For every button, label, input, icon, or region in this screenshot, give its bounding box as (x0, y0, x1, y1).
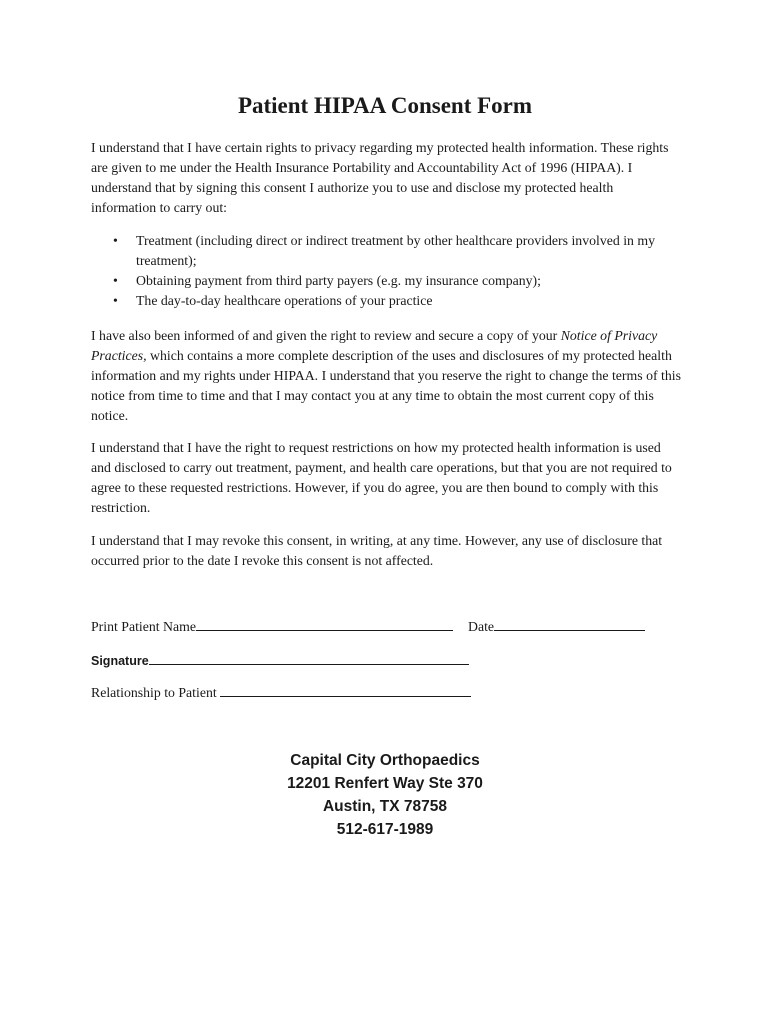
bullet-icon: • (113, 233, 118, 248)
notice-text-before: I have also been informed of and given the right to review and secure a copy of your (91, 328, 561, 343)
date-input-line[interactable] (494, 617, 645, 631)
print-name-label: Print Patient Name (91, 619, 196, 634)
practice-address-block (0, 749, 770, 841)
signature-label: Signature (91, 654, 149, 668)
bullet-icon: • (113, 293, 118, 308)
restrictions-paragraph: I understand that I have the right to request restrictions on how my protected health information is used and disclosed to carry out treatment, payment, and health care operations, but that you are not required to agree to these requested restrictions. However, if you do agree, you are then bound to comply with this restriction. (91, 440, 672, 515)
notice-title-italic: Notice of Privacy Practices, (91, 328, 658, 363)
list-item (91, 231, 681, 271)
form-title: Patient HIPAA Consent Form (237, 93, 533, 118)
date-field (468, 617, 645, 636)
bullet-text-operations: The day-to-day healthcare operations of your practice (136, 293, 433, 308)
bullet-text-treatment: Treatment (including direct or indirect treatment by other healthcare providers involved in my treatment); (136, 233, 656, 268)
notice-paragraph (91, 326, 681, 426)
date-label: Date (468, 619, 495, 634)
relationship-field (91, 683, 471, 702)
consent-purpose-list (91, 231, 681, 311)
signature-input-line[interactable] (149, 651, 469, 665)
practice-city: Austin, TX 78758 (322, 798, 448, 815)
revoke-paragraph: I understand that I may revoke this consent, in writing, at any time. However, any use of disclosure that occurred prior to the date I revoke this consent is not affected. (91, 533, 663, 568)
list-item (91, 271, 681, 291)
list-item (91, 291, 681, 311)
relationship-label: Relationship to Patient (91, 685, 221, 700)
signature-field (91, 651, 469, 670)
practice-street: 12201 Renfert Way Ste 370 (287, 775, 483, 792)
bullet-icon: • (113, 273, 118, 288)
notice-text-after: which contains a more complete description of the uses and disclosures of my protected health information and my rights under HIPAA. I understand that you reserve the right to change the terms of this notice from time to time and that I may contact you at any time to obtain the most current copy of this notice. (91, 348, 681, 423)
relationship-input-line[interactable] (220, 683, 471, 697)
print-name-input-line[interactable] (196, 617, 453, 631)
practice-name: Capital City Orthopaedics (290, 752, 480, 769)
intro-paragraph: I understand that I have certain rights to privacy regarding my protected health information. These rights are given to me under the Health Insurance Portability and Accountability Act of 1996 (HIPAA). I understand that by signing this consent I authorize you to use and disclose my protected health information to carry out: (91, 140, 669, 215)
print-name-field (91, 617, 453, 636)
practice-phone: 512-617-1989 (336, 821, 434, 838)
bullet-text-payment: Obtaining payment from third party payers (e.g. my insurance company); (136, 273, 541, 288)
